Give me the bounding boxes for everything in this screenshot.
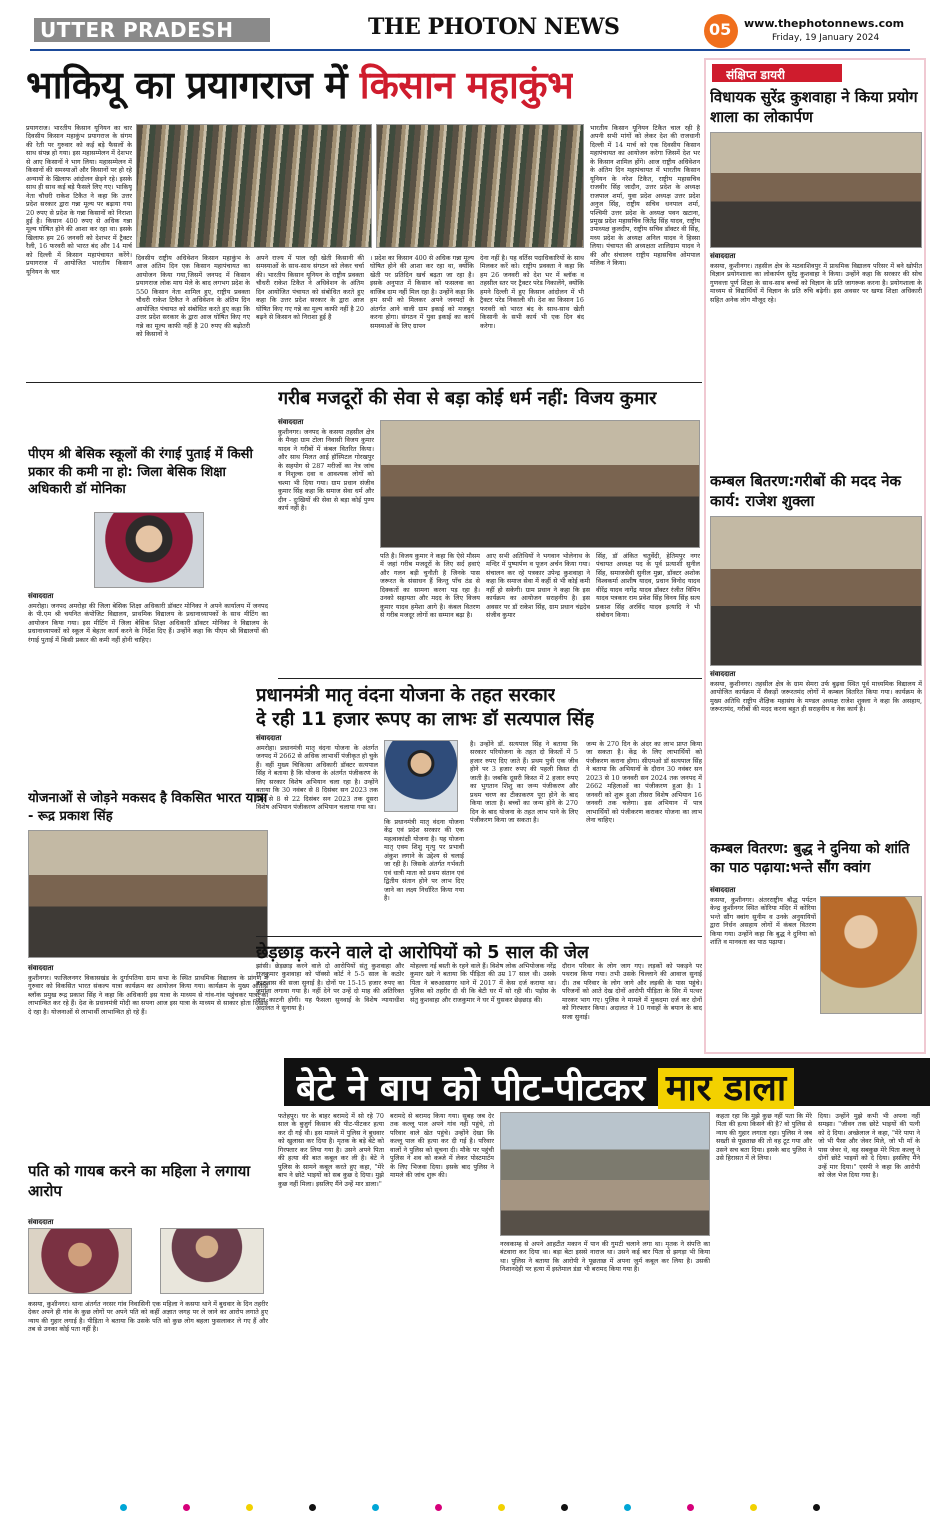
color-mark — [183, 1504, 190, 1511]
yatra-story — [24, 790, 270, 1158]
vijay-rule — [278, 678, 702, 679]
s1-body: कसया, कुशीनगर। तहसील क्षेत्र के मठवाशिवपुर में प्राथमिक विद्यालय परिसर में बने खोपीत विज्ञान प्रयोगशाला का लोकार्पण सुरेंद्र कुशवाहा ने किया। उन्होंने कहा कि सरकार की सोच गुणवत्ता पूर्ण शिक्षा के साथ-साथ बच्चों को विज्ञान के प्रति जागरूक करना है। प्रयोगशाला के माध्यम से विद्यार्थियों में विज्ञान के प्रति रुचि बढ़ेगी। इस अवसर पर खण्ड शिक्षा अधिकारी सहित अनेक लोग मौजूद रहे। — [710, 262, 922, 304]
header — [0, 0, 945, 52]
vijay-credit: संवाददाता — [278, 418, 304, 426]
color-mark — [372, 1504, 379, 1511]
pati-photo-1 — [28, 1228, 132, 1294]
pm-credit: संवाददाता — [256, 734, 282, 742]
vijay-col-4: सिंह, डॉ अंकित चतुर्वेदी, हेतिमपुर नगर पंचायत अध्यक्ष पद के पूर्व प्रत्याशी सुनील सिंह, समाजसेवी सुनील मुन्ना, डॉक्टर अशोक विश्वकर्मा आशीष यादव, प्रधान विनोद यादव वीरेंद्र यादव नागेंद्र यादव डॉक्टर रंजीत विपिन यादव पत्रकार राम प्रवेश सिंह विनय सिंह सत्य प्रकाश सिंह अरविंद यादव इत्यादि ने भी संबोधन किया। — [596, 552, 700, 620]
yatra-photo — [28, 830, 268, 958]
pati-photo-2 — [160, 1228, 264, 1294]
beta-headline — [296, 1062, 794, 1111]
footer-color-marks — [120, 1504, 820, 1512]
color-mark — [120, 1504, 127, 1511]
jail-col-3: दौरान परिवार के लोग जाग गए। लड़कों को पकड़ने पर पथराव किया गया। तभी उसके चिल्लाने की आवाज सुनाई दी। तब परिवार के लोग जागे और लड़की के पास पहुंचे। परिजनों को आते देख दोनों आरोपी पीड़िता के सिर में पत्थर मारकर भाग गए। पुलिस ने मामले में मुकदमा दर्ज कर दोनों को गिरफ्तार किया। अदालत ने 10 गवाहों के बयान के बाद सजा सुनाई। — [562, 962, 702, 1021]
lead-photo-1 — [136, 124, 372, 248]
beta-col-1: फतेहपुर। घर के बाहर बरामदे में सो रहे 70 साल के बुजुर्ग किसान की पीट-पीटकर हत्या कर दी गई थी। इस मामले में पुलिस ने बुधवार को खुलासा कर दिया है। मृतक के बड़े बेटे को गिरफ्तार कर लिया गया है। उसने अपने पिता की हत्या की बात कबूल कर ली है। बेटे ने पुलिस के सामने कबूल करते हुए कहा, "मेरे बाप ने छोटे भाइयों को सब कुछ दे दिया। मुझे कुछ नहीं मिला। इसलिए मैंने उन्हें मार डाला।" — [278, 1112, 384, 1188]
jail-headline: छेड़छाड़ करने वाले दो आरोपियों को 5 साल की जेल — [256, 943, 589, 963]
pm-rule — [256, 936, 702, 937]
date: Friday, 19 January 2024 — [772, 33, 880, 43]
website[interactable]: www.thephotonnews.com — [744, 17, 905, 30]
color-mark — [687, 1504, 694, 1511]
beta-headline-part1: बेटे ने बाप को पीट-पीटकर — [296, 1068, 646, 1109]
jail-col-1: झांसी। छेड़छाड़ करने वाले दो आरोपियों संतु कुशवाहा और राजकुमार कुशवाहा को पॉक्सो कोर्ट ने 5-5 साल के कठोर कारावास की सजा सुनाई है। दोनों पर 15-15 हजार रुपए का जुर्माना लगाया गया है। नहीं देने पर उन्हें दो माह की अतिरिक्त जेल काटनी होगी। यह फैसला सुनवाई के विशेष न्यायाधीश अदालत ने सुनाया है। — [256, 962, 404, 1013]
lead-col-5: देना नहीं है। यह वर्तिस पदाधिकारियों के साथ मिलकर करें को। राष्ट्रीय प्रवक्ता ने कहा कि हम 26 जनवरी को देश भर में ब्लॉक व तहसील स्तर पर ट्रैक्टर परेड निकालेंगे, क्योंकि हमने दिल्ली में हुए किसान आंदोलन में भी ट्रैक्टर परेड निकाली थी। देश का किसान 16 फरवरी को भारत बंद के साथ-साथ खेती किसानी के सभी कार्य भी एक दिन बंद करेगा। — [480, 254, 584, 330]
pati-credit: संवाददाता — [28, 1218, 54, 1226]
pm-headline-line2: दे रही 11 हजार रूपए का लाभः डॉ सत्यपाल सिंह — [256, 709, 595, 730]
header-rule — [30, 49, 910, 51]
s2-body: कसया, कुशीनगर। तहसील क्षेत्र के ग्राम सेमरा उर्फ बुढ़वा स्थित पूर्व माध्यमिक विद्यालय में आयोजित कार्यक्रम में सैकड़ों जरूरतमंद लोगों में कम्बल वितरित किया गया। कार्यक्रम के मुख्य अतिथि राष्ट्रीय शैक्षिक महासंघ के मण्डल अध्यक्ष राजेश शुक्ला ने कहा कि असहाय, जरूरतमंद, गरीबों की मदद करना बहुत ही सराहनीय व नेक कार्य है। — [710, 680, 922, 714]
pm-col-4: जन्म के 270 दिन के अंदर का लाभ प्राप्त किया जा सकता है। केंद्र के लिए लाभार्थियों को पंजीकरण कराना होगा। सीएमओ डॉ सत्यपाल सिंह ने बताया कि अभियानों के दौरान 30 नवंबर सन 2023 से 10 जनवरी सन 2024 तक जनपद में 2662 महिलाओं का पंजीकरण हुआ है। 1 जनवरी को शुरू हुआ तीसरा विशेष अभियान 16 जनवरी तक चलेगा। इस अभियान में पात्र लाभार्थियों को पंजीकरण कराकर योजना का लाभ लेना चाहिए। — [586, 740, 702, 825]
beta-col-2: बरामदे से बरामद किया गया। सुबह जब देर तक कल्लू पाल अपने गांव नहीं पहुंचे, तो परिवार वाले खेत पहुंचे। उन्होंने देखा कि कल्लू पाल की हत्या कर दी गई है। परिवार वालों ने पुलिस को सूचना दी। मौके पर पहुंची पुलिस ने शव को कब्जे में लेकर पोस्टमार्टम के लिए भिजवा दिया। इसके बाद पुलिस ने मामले की जांच शुरू की। — [390, 1112, 494, 1180]
vijay-headline: गरीब मजदूरों की सेवा से बड़ा कोई धर्म नहीं: विजय कुमार — [278, 388, 657, 409]
lead-headline-part2: किसान महाकुंभ — [359, 63, 574, 107]
color-mark — [561, 1504, 568, 1511]
bsa-body: अमरोहा। जनपद अमरोहा की जिला बेसिक शिक्षा अधिकारी डॉक्टर मोनिका ने अपने कार्यालय में जनपद के पी.एम श्री चयनित कंपोजिट विद्यालय, प्राथमिक विद्यालय के प्रधानाध्यापकों के साथ मीटिंग का आयोजन किया गया। इस मीटिंग में जिला बेसिक शिक्षा अधिकारी डॉक्टर मोनिका ने विद्यालय के प्रधानाध्यापकों को स्कूल में बेहतर कार्य करने के निर्देश दिए हैं। उन्होंने कहा कि पीएम श्री विद्यालयों की रंगाई पुताई में किसी प्रकार की कमी नहीं होनी चाहिए। — [28, 602, 268, 644]
s3-body: कसया, कुशीनगर। अंतरराष्ट्रीय बौद्ध पर्यटन केन्द्र कुशीनगर स्थित कोरिया मंदिर में कोरिया भन्ते सौंग क्वांग सुनीम व उनके अनुयायियों द्वारा निर्धन असहाय लोगों में कंबल वितरण किया गया। उन्होंने कहा कि बुद्ध ने दुनिया को शांति व मानवता का पाठ पढ़ाया। — [710, 896, 816, 947]
lead-rule — [26, 382, 702, 383]
lead-col-2: दिवसीय राष्ट्रीय अधिवेशन किसान महाकुंभ के आज अंतिम दिन एक किसान महापंचायत का आयोजन किया गया,जिसमें जनपद में किसान प्रयागराज लोक माघ मेले के बाद लगभग प्रदेश के 550 किसान नेता शामिल हुए, राष्ट्रीय प्रवक्ता चौधरी राकेश टिकैत ने अधिवेशन के अंतिम दिन आयोजित पंचायत को संबोधित करते हुए कहा कि उत्तर प्रदेश सरकार के द्वारा आज घोषित किए गए गन्ने का मूल्य काफी नहीं है 20 रुपए की बढ़ोतरी को किसानों ने — [136, 254, 250, 339]
page-number: 05 — [709, 20, 732, 39]
color-mark — [813, 1504, 820, 1511]
bsa-headline: पीएम श्री बेसिक स्कूलों की रंगाई पुताई में किसी प्रकार की कमी ना हो: जिला बेसिक शिक्षा अधिकारी डॉ मोनिका — [28, 447, 253, 498]
beta-col-6: दिया। उन्होंने मुझे कभी भी अपना नहीं समझा। "जीवन तक छोटे भाइयों की पत्नी को दे दिया। अच्छेलाल ने कहा, "मेरे पापा ने जो भी पैसा और जेवर मिले, जो भी माँ के पास जेवर थे, वह सबकुछ मेरे पिता कल्लू ने दोनों छोटे भाइयों को दे दिया। इसलिए मैंने उन्हें मार दिया।" एसपी ने कहा कि आरोपी को जेल भेज दिया गया है। — [818, 1112, 920, 1180]
pm-col-3: है। उन्होंने डॉ. सत्यपाल सिंह ने बताया कि सरकार परियोजना के तहत दो किस्तों में 5 हजार रुपए दिए जाते हैं। प्रथम पुत्री एक जीव होने पर 3 हजार रुपए की पहली किस्त दी जाती है। जबकि दूसरी किस्त में 2 हजार रुपए का भुगतान शिशु का जन्म पंजीकरण और प्रथम चरण का टीकाकरण पूरा होने के बाद किया जाता है। बच्चों का जन्म होने के 270 दिन के बाद योजना के तहत लाभ पाने के लिए पंजीकरण किया जा सकता है। — [470, 740, 578, 825]
pm-headline-line1: प्रधानमंत्री मातृ वंदना योजना के तहत सरकार — [256, 685, 556, 706]
yatra-body: कुशीनगर। फाजिलनगर विकासखंड के दुर्गापतिया ग्राम सभा के स्थित प्राथमिक विद्यालय के प्रांगण में गुरुवार को विकसित भारत संकल्प यात्रा कार्यक्रम का आयोजन किया गया। कार्यक्रम के मुख्य अतिथि ब्लॉक प्रमुख रूद्र प्रकाश सिंह ने कहा कि अधिकारी इस यात्रा के माध्यम से गांव-गांव पहुंचकर पात्रों को लाभान्वित कर रहे हैं। देश के प्रधानमंत्री मोदी का सपना आज इस यात्रा के माध्यम से साकार होता दिखाई दे रहा है। योजनाओं से लाभार्थी लाभान्वित हो रहे हैं। — [28, 974, 268, 1016]
beta-photo — [500, 1112, 710, 1236]
color-mark — [750, 1504, 757, 1511]
lead-col-1: प्रयागराज। भारतीय किसान यूनियन का चार दिवसीय किसान महाकुंभ प्रयागराज के संगम की रेती पर गुरुवार को कई बड़े फैसलों के साथ संपन्न हो गया। इस महासम्मेलन में देशभर से आए किसानों ने भाग लिया। महासम्मेलन में किसानों की समस्याओं और किसानों पर हो रहे अन्यायों के खिलाफ आंदोलन छेड़ने रहे। इसके साथ ही साथ कई बड़े फैसले लिए गए। भाकियू नेता चौधरी राकेश टिकैत ने कहा कि उत्तर प्रदेश सरकार द्वारा गन्ना मूल्य पर बढ़ाया गया 20 रुपए से प्रदेश के गन्ना किसानों को निराशा हुई है। किसान 400 रुपए से अधिक गन्ना मूल्य घोषित होने की आशा कर रहा था। इसके खिलाफ हम 26 जनवरी को देशभर में ट्रैक्टर रैली, 16 फरवरी को भारत बंद और 14 मार्च को दिल्ली में किसान महापंचायत करेंगे। प्रयागराज में आयोजित भारतीय किसान यूनियन के चार — [26, 124, 132, 276]
pati-body: कसया, कुशीनगर। थाना अंतर्गत नरसर गांव निवासिनी एक महिला ने कसया थाने में बुधवार के दिन तहरीर देकर अपने ही गांव के कुछ लोगों पर अपने पति को कहीं अज्ञात जगह पर ले जाने का आरोप लगाते हुए न्याय की गुहार लगाई है। पीड़िता ने बताया कि उसके पति को कुछ लोग बहला फुसलाकर ले गए हैं और तब से उनका कोई पता नहीं है। — [28, 1300, 268, 1334]
vijay-col-3: आए सभी अतिथियों ने भगवान भोलेनाथ के मन्दिर में पुष्पार्पण व पूजन अर्चन किया गया। संचालन कर रहे पत्रकार उपेन्द्र कुशवाहा ने कहा कि समाज सेवा में कहीं से भी कोई कमी नहीं हो सकेगी। ग्राम प्रधान ने कहा कि इस कार्यक्रम का आयोजन सराहनीय है। इस अवसर पर डॉ राकेश सिंह, ग्राम प्रधान चंद्रदेव संजीव कुमार — [486, 552, 590, 620]
lead-photo-2 — [376, 124, 584, 248]
pati-story — [24, 1162, 270, 1492]
beta-col-5: कहता रहा कि मुझे कुछ नहीं पता कि मेरे पिता की हत्या किसने की है? वो पुलिस से न्याय की गुहार लगाता रहा। पुलिस ने जब सख्ती से पूछताछ की तो वह टूट गया और उसने सच बता दिया। इसके बाद पुलिस ने उसे हिरासत में ले लिया। — [716, 1112, 812, 1163]
section-title: UTTER PRADESH — [40, 18, 234, 42]
color-mark — [435, 1504, 442, 1511]
lead-col-4: । प्रदेश का किसान 400 से अधिक गन्ना मूल्य घोषित होने की आशा कर रहा था, क्योंकि खेती पर प्रतिदिन खर्च बढ़ता जा रहा है। इसके अनुपात में किसान को फसलवा का वाजिब दाम नहीं मिल रहा है। उन्होंने कहा कि हम सभी को मिलकर अपने जनपदों के अंतर्गत आने वाली ग्राम इकाई को मजबूत करना होगा। संगठन में युवा इकाई का कार्य समस्याओं के लिए ग्रापन — [370, 254, 474, 330]
beta-col-4: नरवकाम्ह से अपने आहटीत मकान में पान की गुमटी चलाने लगा था। मृतक ने संपत्ति का बंटवारा कर दिया था। बड़ा बेटा इससे नाराज था। उसने कई बार पिता से झगड़ा भी किया था। पुलिस ने बताया कि आरोपी ने पूछताछ में अपना जुर्म कबूल कर लिया है। उसकी निशानदेही पर हत्या में इस्तेमाल डंडा भी बरामद किया गया है। — [500, 1240, 710, 1274]
color-mark — [246, 1504, 253, 1511]
lead-headline — [26, 58, 573, 110]
lead-col-6: भारतीय किसान यूनियन टिकैत चाल रही है अपनी सभी मांगों को लेकर देश की राजधानी दिल्ली में 14 मार्च को एक दिवसीय किसान महापंचायत का आयोजन करेगा जिसमें देश भर के किसान शामिल होंगे। आज राष्ट्रीय अधिवेशन के अंतिम दिन महापंचायत में भारतीय किसान यूनियन के नरेश टिकैत, राष्ट्रीय महासचिव राजवीर सिंह जादौन, उत्तर प्रदेश के अध्यक्ष राजपाल शर्मा, युवा प्रदेश अध्यक्ष उत्तर प्रदेश अनुज सिंह, राष्ट्रीय सचिव धनपाल शर्मा, पश्चिमी उत्तर प्रदेश के अध्यक्ष पवन खटाना, प्रमुख प्रदेश महासचिव जितेंद्र सिंह यादव, राष्ट्रीय उपाध्यक्ष कुलदीप, राष्ट्रीय सचिव डॉक्टर वी सिंह, मध्य प्रदेश के अध्यक्ष अनिल यादव ने हिस्सा लिया। पंचायत की अध्यक्षता शालिग्राम यादव ने की और संचालन राष्ट्रीय महासचिव ओमपाल मलिक ने किया। — [590, 124, 700, 268]
masthead: THE PHOTON NEWS — [368, 14, 620, 40]
s1-headline: विधायक सुरेंद्र कुशवाहा ने किया प्रयोग शाला का लोकार्पण — [710, 88, 918, 126]
bsa-story — [24, 446, 270, 786]
pm-col-1: अमरोहा। प्रधानमंत्री मातृ वंदना योजना के अंतर्गत जनपद में 2662 से अधिक लाभार्थी पंजीकृत हो चुके हैं। वहीं मुख्य चिकित्सा अधिकारी डॉक्टर सत्यपाल सिंह ने बताया है कि योजना के अंतर्गत पंजीकरण के लिए सरकार विशेष अभियान चला रहा है। उन्होंने बताया कि 30 नवंबर से 8 दिसंबर सन 2023 तक फिर से 8 से 22 दिसंबर सन 2023 तक दूसरा विशेष अभियान पंजीकरण अभियान चलाया गया था। — [256, 744, 378, 812]
lead-col-3: अपने राज्य में पाल रही खेती किसानी की समस्याओं के साथ-साथ संगठन को लेकर चर्चा की। भारतीय किसान यूनियन के राष्ट्रीय प्रवक्ता चौधरी राकेश टिकैत ने अधिवेशन के अंतिम दिन आयोजित पंचायत को संबोधित करते हुए कहा कि उत्तर प्रदेश सरकार के द्वारा आज घोषित किए गए गन्ने का मूल्य काफी नहीं है 20 बढ़ने से किसान को निराशा हुई है — [256, 254, 364, 322]
s2-headline: कम्बल बितरण:गरीबों की मदद नेक कार्य: राजेश शुक्ला — [710, 472, 902, 510]
vijay-col-2: पति है। विजय कुमार ने कहा कि ऐसे मौसम में जहां गरीब मजदूरों के लिए सर्द हवाएं और गलन बड़ी चुनौती है जिनके पास जरूरत के संसाधन हैं किन्तु पाँच ठंड से दिक्कतों का सामना करना पड़ रहा है। उनको सहायता और मदद के लिए विजय कुमार यादव हमेशा आगे है। कंबल वितरण से गरीब मजदूर लोगों का सम्मान बढ़ा है। — [380, 552, 480, 620]
beta-headline-part2: मार डाला — [658, 1068, 794, 1109]
pati-headline: पति को गायब करने का महिला ने लगाया आरोप — [28, 1162, 251, 1200]
bsa-credit: संवाददाता — [28, 592, 54, 600]
pm-caption: कि प्रधानमंत्री मातृ वंदना योजना केंद्र एवं प्रदेश सरकार की एक महत्वाकांक्षी योजना है। यह योजना मातृ एवम शिशु मृत्यु पर प्रभावी अंकुश लगाने के उद्देश्य से चलाई जा रही है। जिसके अंतर्गत गर्भवती एवं धात्री माता को प्रथम संतान एवं द्वितीय संतान होने पर लाभ दिए जाने का लक्ष्य निर्धारित किया गया है। — [384, 818, 464, 903]
s1-photo — [710, 132, 922, 248]
s1-credit: संवाददाता — [710, 252, 736, 260]
color-mark — [309, 1504, 316, 1511]
jail-col-2: मोहल्ला नई बस्ती के रहने वाले हैं। विशेष लोक अभियोजक नरेंद्र कुमार खरे ने बताया कि पीड़िता की उम्र 17 साल थी। उसके पिता ने बरुआसागर थाने में 2017 में केस दर्ज कराया था। पुलिस को तहरीर दी थी कि बेटी घर में सो रही थी। पड़ोस के संतु कुशवाहा और राजकुमार ने घर में घुसकर छेड़छाड़ की। — [410, 962, 556, 1004]
sidebar-title: संक्षिप्त डायरी — [726, 68, 786, 82]
s2-photo — [710, 516, 922, 666]
lead-headline-part1: भाकियू का प्रयागराज में — [26, 63, 348, 107]
s3-photo — [820, 896, 922, 1014]
pm-photo — [384, 740, 458, 812]
yatra-credit: संवाददाता — [28, 964, 54, 972]
s2-credit: संवाददाता — [710, 670, 736, 678]
s3-credit: संवाददाता — [710, 886, 736, 894]
color-mark — [624, 1504, 631, 1511]
yatra-headline: योजनाओं से जोड़ने मकसद है विकसित भारत यात्रा - रूद्र प्रकाश सिंह — [28, 791, 268, 824]
bsa-photo — [94, 512, 204, 588]
color-mark — [498, 1504, 505, 1511]
vijay-col-1: कुशीनगर। जनपद के कसया तहसील क्षेत्र के मैनहा ग्राम टोला निवासी विजय कुमार यादव ने गरीबों में कंबल वितरित किया। और साथ मिलत आई हॉस्पिटल गोरखपुर के सहयोग से 287 मरीजों का नेत्र जांच व निशुल्क दवा व आवश्यक लोगों को चश्मा भी दिया गया। ग्राम प्रधान संजीव कुमार सिंह कहा कि समाज सेवा धर्म और दीन - दुःखियों की सेवा से बड़ा कोई पुण्य कार्य नहीं है। — [278, 428, 374, 513]
s3-headline: कम्बल वितरण: बुद्ध ने दुनिया को शांति का पाठ पढ़ाया:भन्ते सौंग क्वांग — [710, 841, 910, 876]
vijay-photo — [380, 420, 700, 548]
